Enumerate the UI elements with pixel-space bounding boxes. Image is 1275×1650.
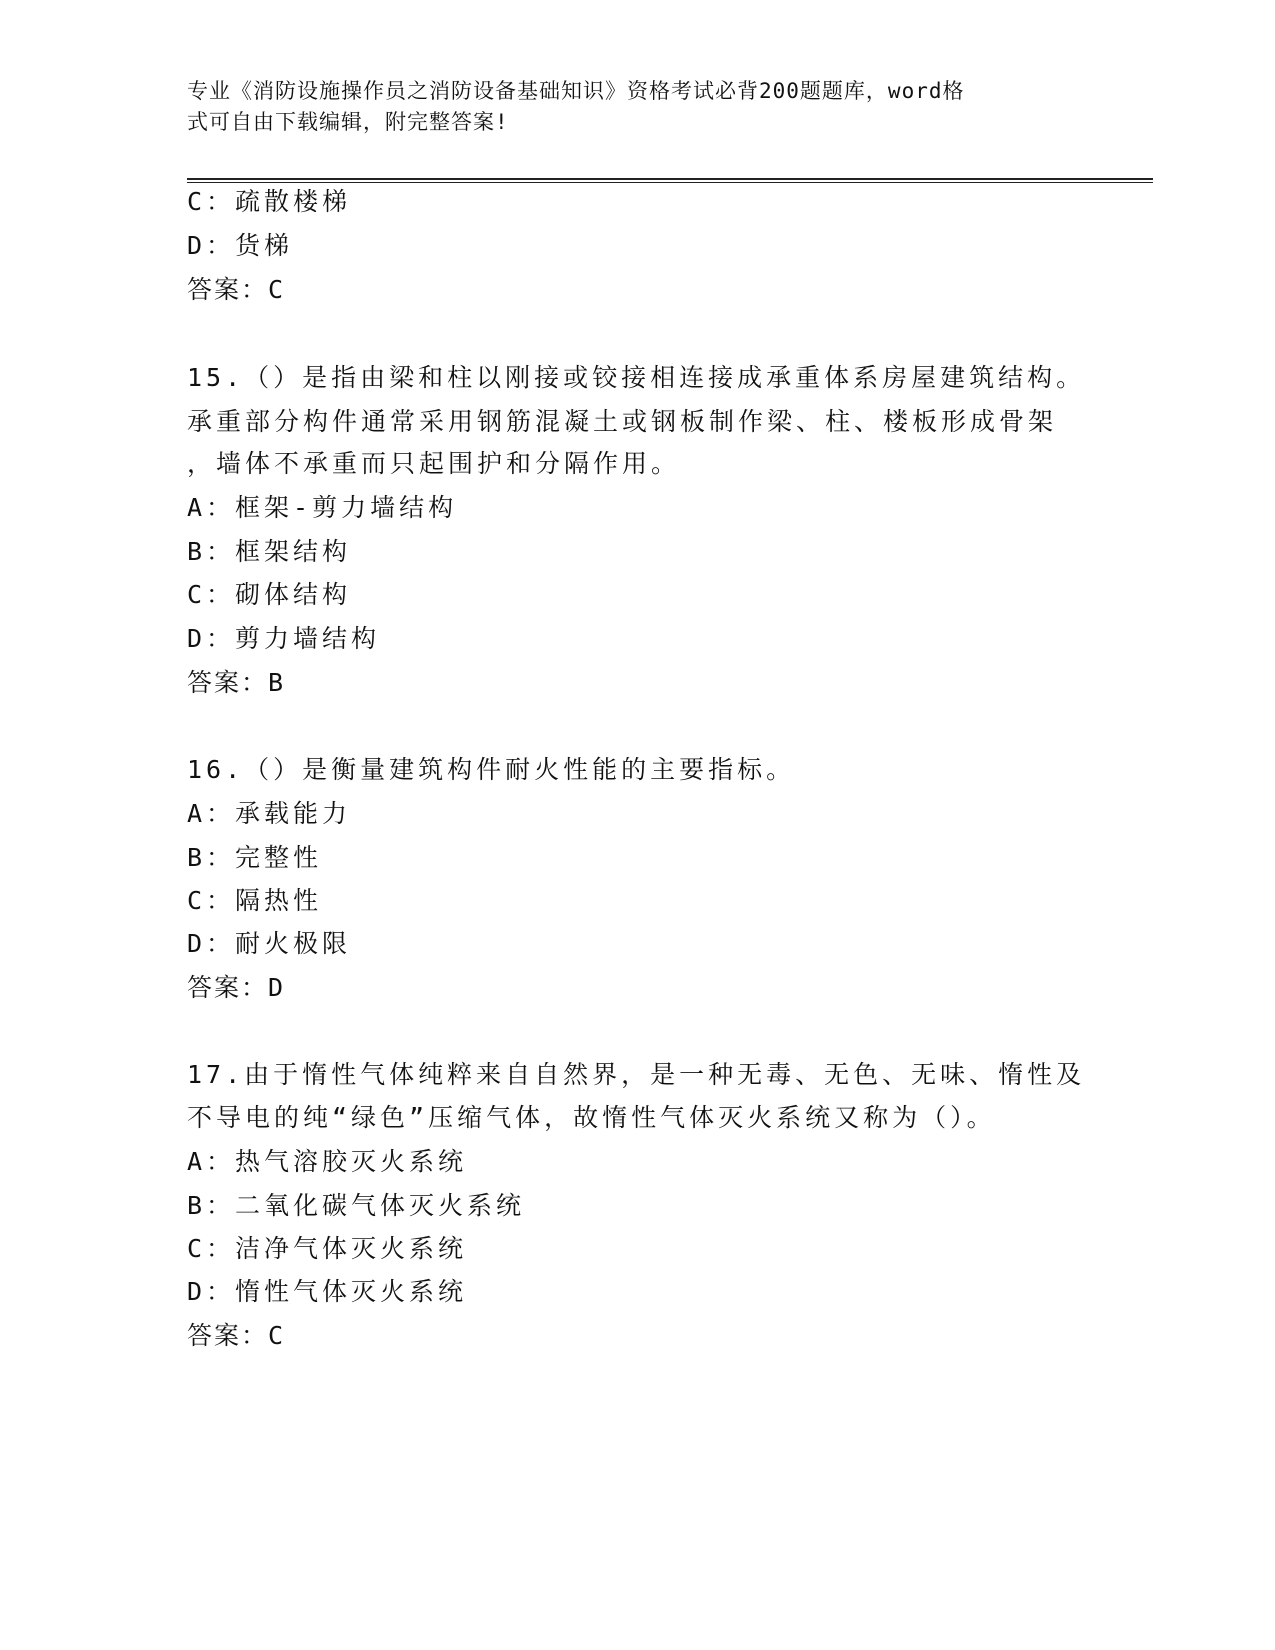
q17-answer: 答案：C bbox=[187, 1321, 286, 1350]
q16-option-d: D：耐火极限 bbox=[187, 929, 352, 958]
q16-option-a: A：承载能力 bbox=[187, 799, 352, 828]
document-header bbox=[187, 76, 1087, 138]
q15-option-b: B：框架结构 bbox=[187, 537, 352, 566]
header-line-2: 式可自由下载编辑，附完整答案! bbox=[187, 110, 509, 134]
header-divider-thick bbox=[187, 178, 1153, 180]
q14-answer: 答案：C bbox=[187, 275, 286, 304]
q14-option-d: D：货梯 bbox=[187, 231, 294, 260]
q17-option-c: C：洁净气体灭火系统 bbox=[187, 1234, 468, 1263]
header-divider-thin bbox=[187, 182, 1153, 183]
q14-option-c: C：疏散楼梯 bbox=[187, 187, 352, 216]
q15-stem-line-3: ，墙体不承重而只起围护和分隔作用。 bbox=[187, 449, 681, 478]
q16-answer: 答案：D bbox=[187, 973, 286, 1002]
header-line-1: 专业《消防设施操作员之消防设备基础知识》资格考试必背200题题库，word格 bbox=[187, 79, 965, 103]
q15-option-a: A：框架-剪力墙结构 bbox=[187, 493, 458, 522]
q15-stem-line-1: 15.（）是指由梁和柱以刚接或铰接相连接成承重体系房屋建筑结构。 bbox=[187, 363, 1086, 392]
q17-option-d: D：惰性气体灭火系统 bbox=[187, 1277, 468, 1306]
q15-answer: 答案：B bbox=[187, 668, 286, 697]
q16-option-c: C：隔热性 bbox=[187, 886, 323, 915]
q16-stem-line-1: 16.（）是衡量建筑构件耐火性能的主要指标。 bbox=[187, 755, 796, 784]
q17-option-a: A：热气溶胶灭火系统 bbox=[187, 1147, 468, 1176]
q15-stem-line-2: 承重部分构件通常采用钢筋混凝土或钢板制作梁、柱、楼板形成骨架 bbox=[187, 407, 1058, 436]
q16-option-b: B：完整性 bbox=[187, 843, 323, 872]
q17-stem-line-2: 不导电的纯“绿色”压缩气体，故惰性气体灭火系统又称为（）。 bbox=[187, 1103, 996, 1132]
q17-stem-line-1: 17.由于惰性气体纯粹来自自然界，是一种无毒、无色、无味、惰性及 bbox=[187, 1060, 1086, 1089]
q15-option-c: C：砌体结构 bbox=[187, 580, 352, 609]
q15-option-d: D：剪力墙结构 bbox=[187, 624, 381, 653]
q17-option-b: B：二氧化碳气体灭火系统 bbox=[187, 1191, 526, 1220]
